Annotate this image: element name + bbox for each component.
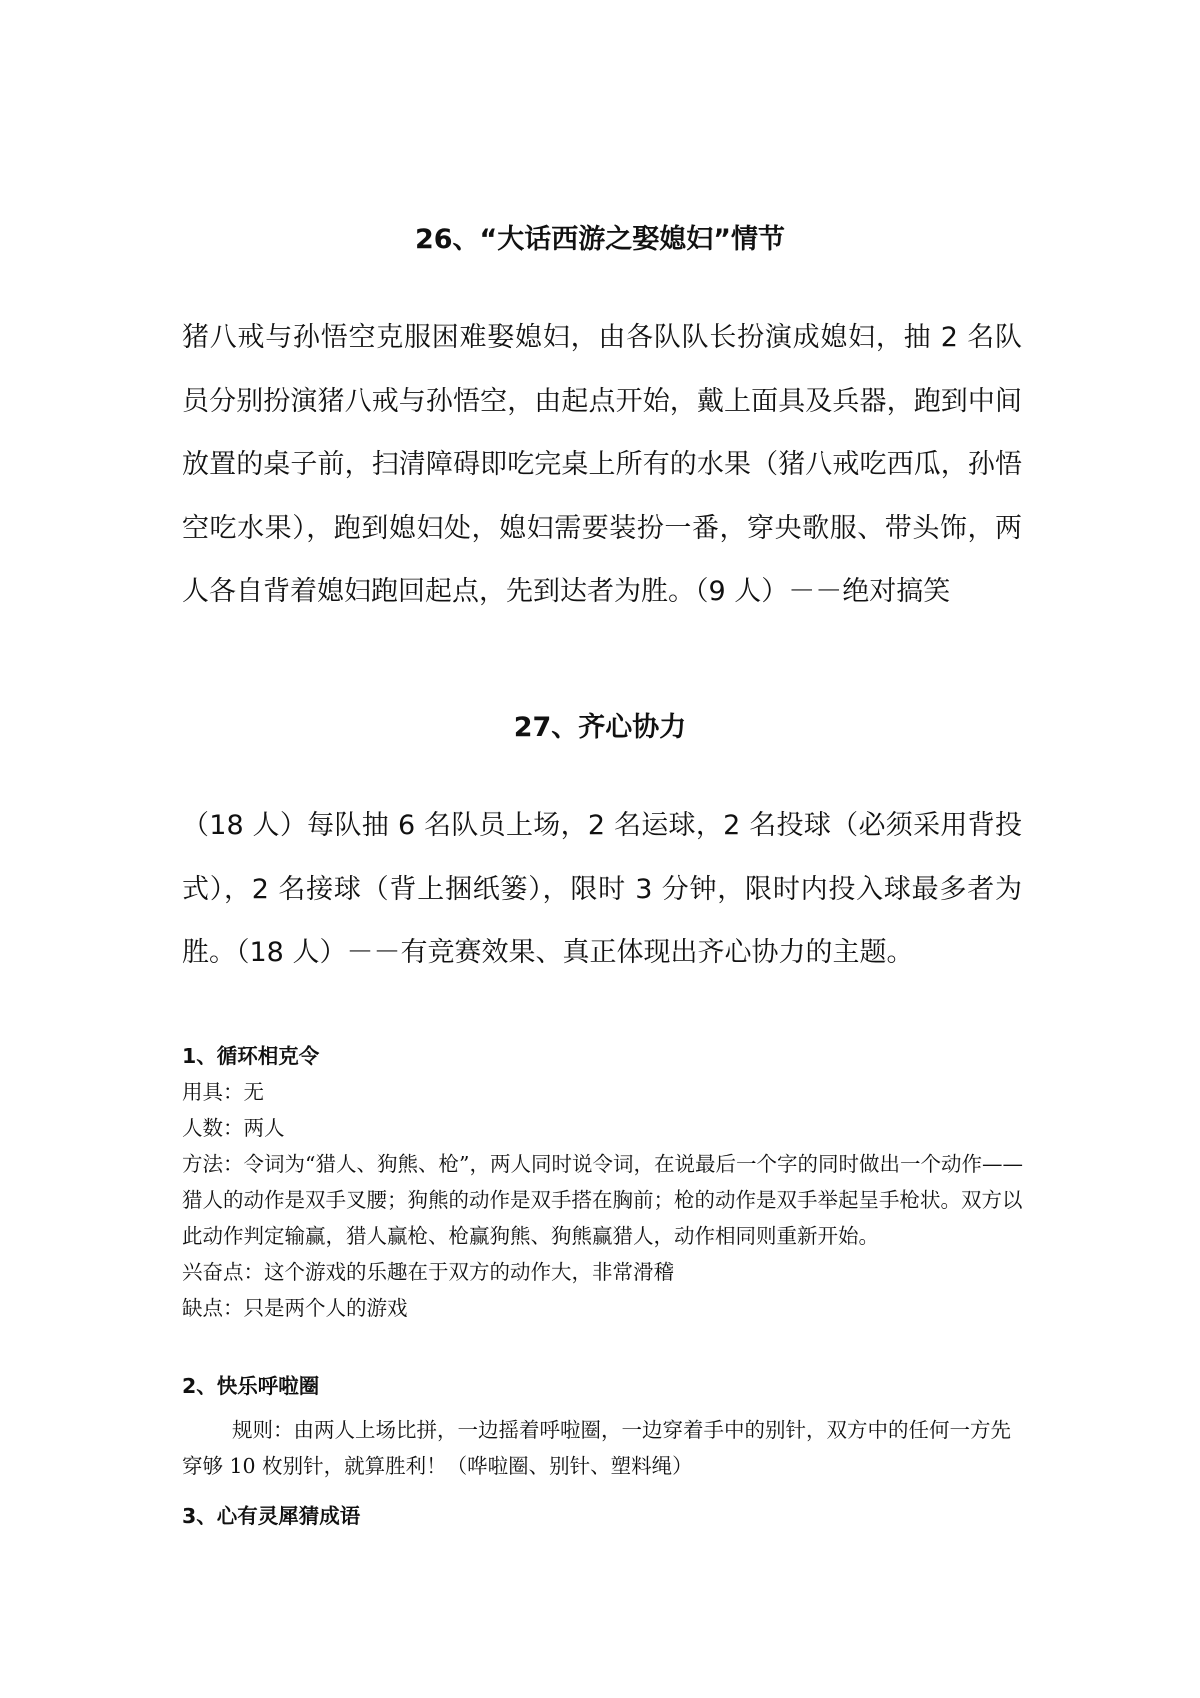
game-1-details: [182, 1074, 1024, 1326]
section-26-title: 26、“大话西游之娶媳妇”情节: [414, 224, 786, 255]
game-1-method: 方法：令词为“猎人、狗熊、枪”，两人同时说令词，在说最后一个字的同时做出一个动作——猎人的动作是双手叉腰；狗熊的动作是双手搭在胸前；枪的动作是双手举起呈手枪状。双方以此动作判定输赢，猎人赢枪、枪赢狗熊、狗熊赢猎人，动作相同则重新开始。: [182, 1152, 1023, 1248]
section-27-title: 27、齐心协力: [513, 712, 687, 743]
section-26-body: 猪八戒与孙悟空克服困难娶媳妇，由各队队长扮演成媳妇，抽 2 名队员分别扮演猪八戒与孙悟空，由起点开始，戴上面具及兵器，跑到中间放置的桌子前，扫清障碍即吃完桌上所有的水果（猪八戒吃西瓜，孙悟空吃水果），跑到媳妇处，媳妇需要装扮一番，穿央歌服、带头饰，两人各自背着媳妇跑回起点，先到达者为胜。（9 人）－－绝对搞笑: [182, 322, 1022, 607]
game-2-heading: 2、快乐呼啦圈: [182, 1374, 320, 1398]
section-27-body: （18 人）每队抽 6 名队员上场，2 名运球，2 名投球（必须采用背投式），2 名接球（背上捆纸篓），限时 3 分钟，限时内投入球最多者为胜。（18 人）－－有竞赛效果、真正体现出齐心协力的主题。: [182, 810, 1022, 968]
game-1-players: 人数：两人: [182, 1116, 285, 1140]
game-1-tools: 用具：无: [182, 1080, 264, 1104]
game-1-highlight: 兴奋点：这个游戏的乐趣在于双方的动作大，非常滑稽: [182, 1260, 674, 1284]
game-1-heading: 1、循环相克令: [182, 1044, 320, 1068]
game-2-details: [182, 1412, 1024, 1484]
game-1-drawback: 缺点：只是两个人的游戏: [182, 1296, 408, 1320]
game-2-rule: 规则：由两人上场比拼，一边摇着呼啦圈，一边穿着手中的别针，双方中的任何一方先穿够 10 枚别针，就算胜利！（哗啦圈、别针、塑料绳）: [182, 1418, 1011, 1478]
game-3-heading: 3、心有灵犀猜成语: [182, 1504, 361, 1528]
